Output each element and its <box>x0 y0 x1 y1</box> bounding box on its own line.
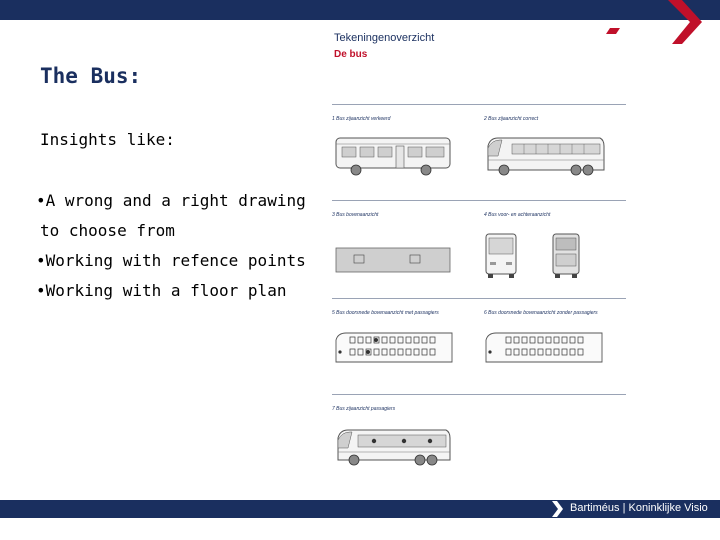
bus-side-correct-drawing <box>484 132 606 178</box>
caption-side-view-passengers: 7 Bus zijaanzicht passagiers <box>332 406 396 412</box>
bus-top-view-drawing <box>334 246 454 276</box>
floor-plan-with-passengers-drawing <box>334 330 454 366</box>
bus-front-view-drawing <box>482 232 522 280</box>
red-accent-mark <box>606 28 620 34</box>
section-divider <box>332 200 626 201</box>
floor-plan-without-passengers-drawing <box>484 330 606 366</box>
footer-brand: Bartiméus | Koninklijke Visio <box>570 502 708 514</box>
bus-side-wrong-drawing <box>334 134 454 178</box>
bullet-item: •Working with refence points <box>36 251 306 270</box>
slide-title: The Bus: <box>40 64 142 88</box>
caption-side-view-wrong: 1 Bus zijaanzicht verkeerd <box>332 116 391 122</box>
caption-floor-plan-without-passengers: 6 Bus doorsnede bovenaanzicht zonder passagiers <box>484 310 598 316</box>
document-subheading: De bus <box>334 49 368 60</box>
document-heading: Tekeningenoverzicht <box>334 32 435 44</box>
section-divider <box>332 104 626 105</box>
brand-chevron-icon <box>668 0 708 48</box>
bullet-item: •A wrong and a right drawing <box>36 191 306 210</box>
slide-intro: Insights like: <box>40 130 175 149</box>
bus-rear-view-drawing <box>550 232 584 280</box>
bus-side-passengers-drawing <box>334 426 456 468</box>
caption-side-view-correct: 2 Bus zijaanzicht correct <box>484 116 539 122</box>
caption-front-rear-view: 4 Bus voor- en achteraanzicht <box>484 212 551 218</box>
bullet-list <box>36 186 326 306</box>
section-divider <box>332 394 626 395</box>
caption-top-view: 3 Bus bovenaanzicht <box>332 212 379 218</box>
drawing-overview-document <box>332 28 628 468</box>
section-divider <box>332 298 626 299</box>
footer-chevron-icon <box>548 500 568 518</box>
bullet-item-continued: to choose from <box>40 221 175 240</box>
bullet-item: •Working with a floor plan <box>36 281 287 300</box>
top-banner <box>0 0 720 20</box>
caption-floor-plan-with-passengers: 5 Bus doorsnede bovenaanzicht met passagiers <box>332 310 439 316</box>
